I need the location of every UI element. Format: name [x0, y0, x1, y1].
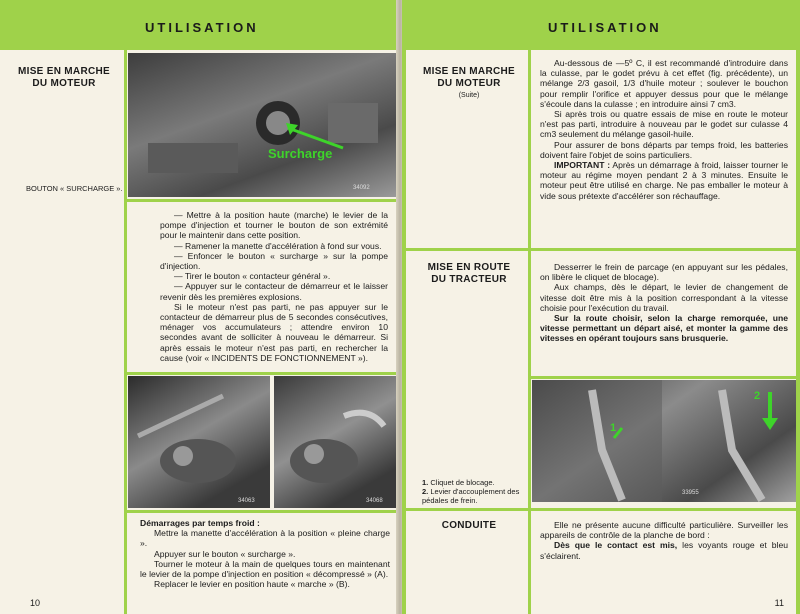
surcharge-label: Surcharge: [268, 146, 333, 161]
right-column-rule: [528, 50, 531, 614]
right-section3-text: Elle ne présente aucune difficulté particulière. Surveiller les appareils de contrôle de la planche de bord : Dès que le contact est mis, les voyants rouge et bleu s'éclairent.: [540, 520, 789, 561]
pump-a-illustration: [128, 376, 270, 508]
right-section1-text: Au-dessous de —5º C, il est recommandé d'introduire dans la culasse, par le godet prévu à cet effet (fig. précédente), un mélange 2/3 gasoil, 1/3 d'huile moteur ; soulever le bouchon pour remplir l'orifice et appuyer dessus pour que le mélange s'écoule dans la culasse ; en introduire ainsi 7 cm3. Si après trois ou quatre essais de mise en route le moteur n'est pas parti, introduire à nouveau par le godet sur culasse 4 cm3 seulement du mélange gasoil-huile. Pour assurer de bons départs par temps froid, les batteries doivent faire l'objet de soins particuliers. IMPORTANT : Après un démarrage à froid, laisser tourner le moteur au régime moyen pendant 2 à 3 minutes. Ensuite le moteur peut être utilisé en charge. Ne pas emballer le moteur à vide sous prétexte d'accélérer son réchauffage.: [540, 58, 788, 201]
left-page: [0, 0, 398, 614]
right-section1-title: MISE EN MARCHE DU MOTEUR: [423, 66, 515, 89]
right-section2-text: Desserrer le frein de parcage (en appuyant sur les pédales, on libère le cliquet de blocage). Aux champs, dès le départ, le levier de changement de vitesse doit être mis à la position correspondant à la vitesse choisie pour l'exécution du travail. Sur la route choisir, selon la charge remorquée, une vitesse permettant un départ aisé, et monter la gamme des vitesses en opérant toujours sans brusquerie.: [540, 262, 788, 344]
photo1-number: 34092: [353, 185, 370, 191]
photo-marker-2: 2: [754, 390, 761, 402]
left-page-number: 10: [30, 598, 41, 608]
right-column-rule-edge: [796, 50, 800, 614]
right-photo-captions: 1. Cliquet de blocage. 2. Levier d'accouplement des pédales de frein.: [422, 478, 520, 505]
pump-b-illustration: [274, 376, 398, 508]
contact-bold: Dès que le contact est mis,: [554, 540, 678, 551]
cold-start-title: Démarrages par temps froid :: [140, 518, 260, 528]
right-section3-title: CONDUITE: [441, 520, 497, 531]
left-column-rule: [124, 50, 127, 614]
photo2-number: 34063: [238, 498, 255, 504]
cold-start-block: Démarrages par temps froid : Mettre la manette d'accélération à la position « pleine charge ». Appuyer sur le bouton « surcharge ». Tourner le moteur à la main de quelques tours en maintenant le levier de la pompe d'injection en position « décompressé » (A). Replacer le levier en position haute « marche » (B).: [140, 518, 390, 590]
injection-pump-photo-a: [128, 376, 270, 508]
right-page-number: 11: [774, 598, 784, 608]
right-rule-1: [402, 248, 800, 251]
brake-pedals-photo: [532, 380, 796, 502]
road-advice-bold: Sur la route choisir, selon la charge remorquée, une vitesse permettant un départ aisé, et monter la gamme des vitesses en opérant toujours sans brusquerie.: [540, 313, 788, 344]
right-rule-2: [528, 376, 800, 379]
left-instructions: — Mettre à la position haute (marche) le levier de la pompe d'injection et tourner le bouton de son extrémité pour le maintenir dans cette position. — Ramener la manette d'accélération à fond sur vous. — Enfoncer le bouton « surcharge » sur la pompe d'injection. — Tirer le bouton « contacteur général ». — Appuyer sur le contacteur de démarreur et le laisser revenir dès les premières explosions. Si le moteur n'est pas parti, ne pas appuyer sur le contacteur de démarreur plus de 5 secondes consécutives, ménager vos accumulateurs ; attendre environ 10 secondes avant de solliciter à nouveau le démarreur. Si après essais le moteur n'est pas parti, en rechercher la cause (voir « INCIDENTS DE FONCTIONNEMENT »).: [160, 210, 388, 363]
left-rule-2: [124, 372, 398, 375]
left-rule-1: [124, 199, 398, 202]
right-section2-title: MISE EN ROUTE DU TRACTEUR: [427, 262, 511, 285]
right-column-rule-left: [402, 50, 406, 614]
right-page: [402, 0, 800, 614]
left-photo-caption: BOUTON « SURCHARGE ».: [26, 184, 123, 193]
left-rule-3: [124, 510, 398, 513]
right-section1-subtitle: (Suite): [458, 92, 480, 99]
right-photo-number: 33955: [682, 490, 699, 496]
right-page-header: UTILISATION: [548, 20, 662, 35]
photo-marker-1: 1: [610, 422, 617, 434]
injection-pump-photo-b: [274, 376, 398, 508]
surcharge-button-photo: [128, 53, 396, 197]
right-rule-3: [402, 508, 800, 511]
left-section-title: MISE EN MARCHE DU MOTEUR: [18, 66, 110, 89]
important-label: IMPORTANT :: [554, 160, 611, 171]
engine-illustration: [128, 53, 396, 197]
left-page-header: UTILISATION: [145, 20, 259, 35]
photo3-number: 34068: [366, 498, 383, 504]
